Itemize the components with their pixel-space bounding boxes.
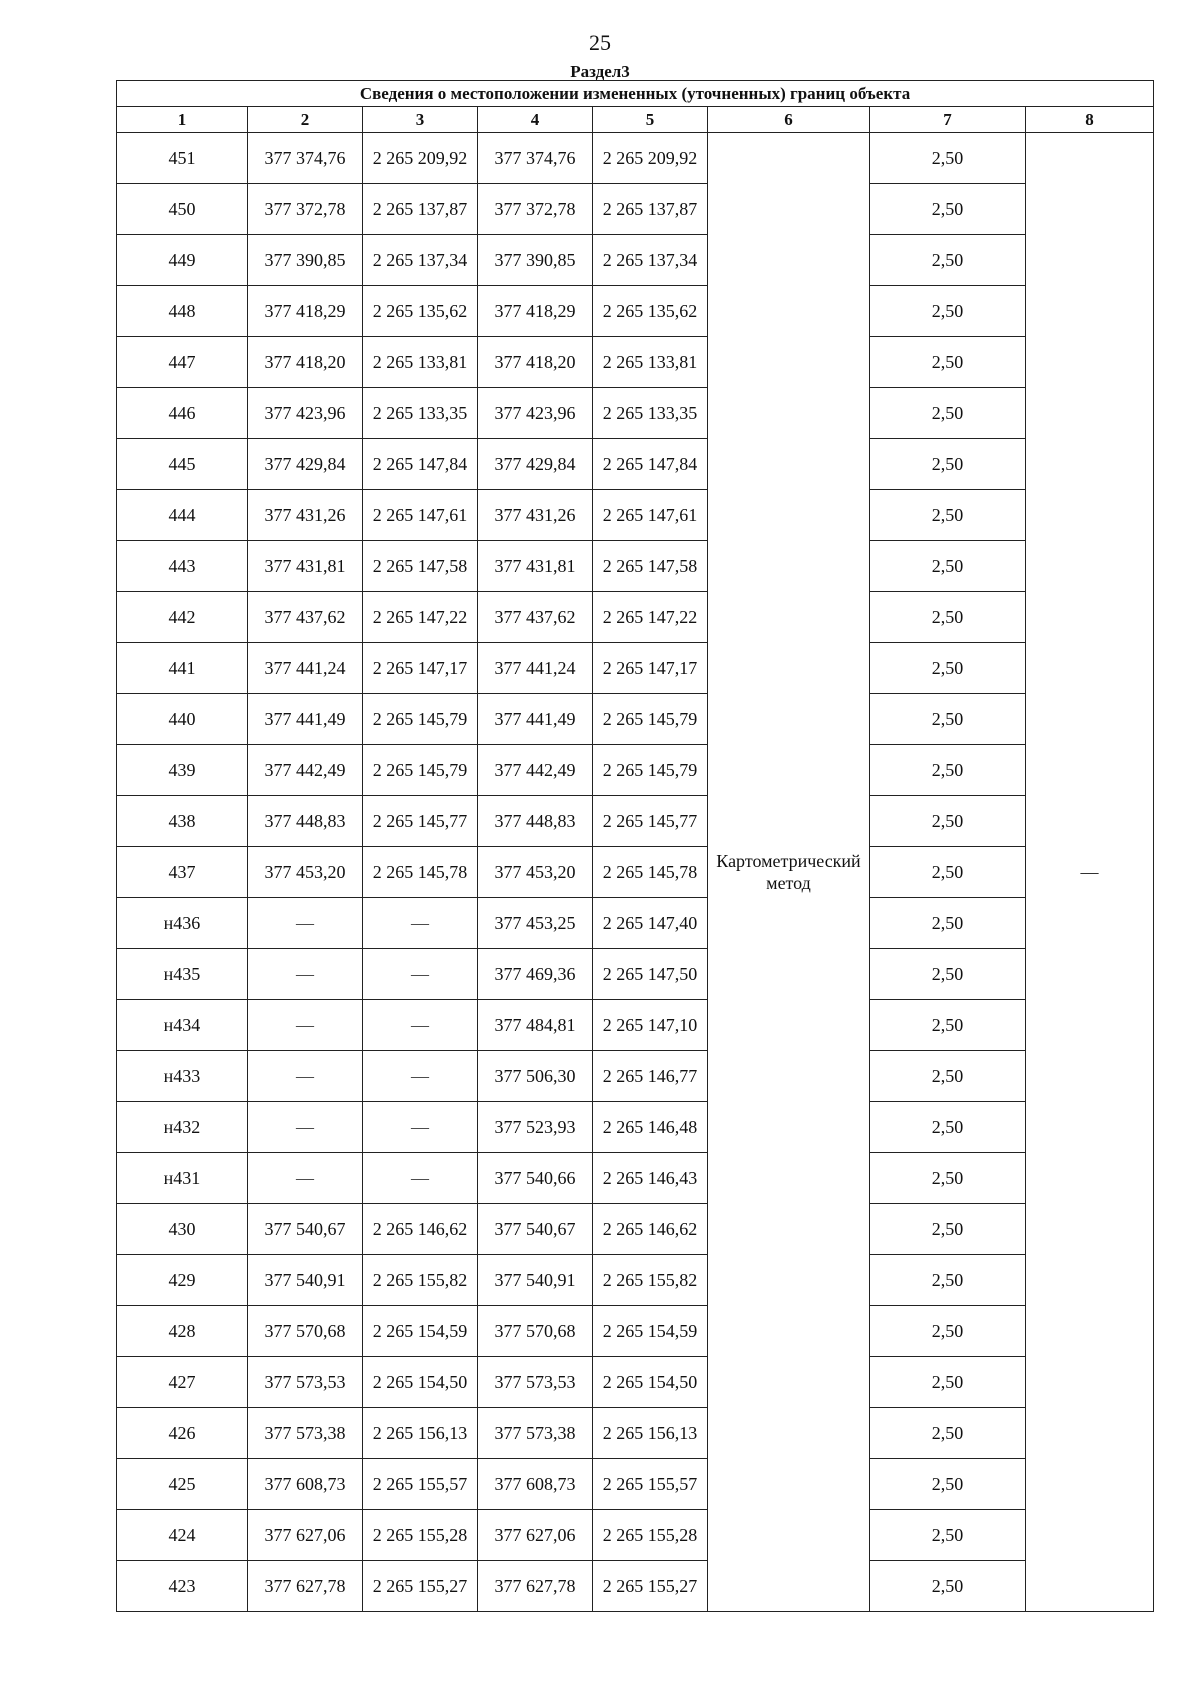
y-old-cell: 2 265 147,17 <box>363 643 478 694</box>
column-number-1: 1 <box>117 107 248 133</box>
point-number-cell: 450 <box>117 184 248 235</box>
y-old-cell: — <box>363 1000 478 1051</box>
accuracy-cell: 2,50 <box>870 388 1026 439</box>
x-new-cell: 377 431,26 <box>478 490 593 541</box>
y-old-cell: 2 265 146,62 <box>363 1204 478 1255</box>
x-new-cell: 377 469,36 <box>478 949 593 1000</box>
x-new-cell: 377 429,84 <box>478 439 593 490</box>
y-new-cell: 2 265 147,40 <box>593 898 708 949</box>
x-old-cell: 377 540,91 <box>248 1255 363 1306</box>
accuracy-cell: 2,50 <box>870 235 1026 286</box>
y-old-cell: — <box>363 1102 478 1153</box>
table-row <box>117 388 1154 439</box>
table-row <box>117 745 1154 796</box>
x-old-cell: 377 442,49 <box>248 745 363 796</box>
x-new-cell: 377 441,49 <box>478 694 593 745</box>
x-new-cell: 377 442,49 <box>478 745 593 796</box>
y-old-cell: 2 265 156,13 <box>363 1408 478 1459</box>
point-number-cell: 442 <box>117 592 248 643</box>
y-new-cell: 2 265 154,59 <box>593 1306 708 1357</box>
point-number-cell: 451 <box>117 133 248 184</box>
boundary-coordinates-table <box>116 80 1154 1612</box>
point-number-cell: 437 <box>117 847 248 898</box>
x-new-cell: 377 423,96 <box>478 388 593 439</box>
point-number-cell: 424 <box>117 1510 248 1561</box>
y-new-cell: 2 265 146,77 <box>593 1051 708 1102</box>
x-new-cell: 377 627,06 <box>478 1510 593 1561</box>
x-old-cell: 377 441,24 <box>248 643 363 694</box>
x-old-cell: 377 431,81 <box>248 541 363 592</box>
accuracy-cell: 2,50 <box>870 949 1026 1000</box>
y-old-cell: 2 265 133,35 <box>363 388 478 439</box>
point-number-cell: 448 <box>117 286 248 337</box>
y-new-cell: 2 265 133,81 <box>593 337 708 388</box>
table-row <box>117 1102 1154 1153</box>
x-old-cell: 377 374,76 <box>248 133 363 184</box>
accuracy-cell: 2,50 <box>870 1204 1026 1255</box>
column-number-5: 5 <box>593 107 708 133</box>
y-new-cell: 2 265 147,50 <box>593 949 708 1000</box>
y-old-cell: — <box>363 898 478 949</box>
table-row <box>117 949 1154 1000</box>
y-new-cell: 2 265 155,82 <box>593 1255 708 1306</box>
y-new-cell: 2 265 147,17 <box>593 643 708 694</box>
section-title: Раздел3 <box>570 62 630 81</box>
accuracy-cell: 2,50 <box>870 1153 1026 1204</box>
x-old-cell: 377 429,84 <box>248 439 363 490</box>
table-row <box>117 286 1154 337</box>
y-new-cell: 2 265 147,84 <box>593 439 708 490</box>
x-new-cell: 377 570,68 <box>478 1306 593 1357</box>
x-old-cell: 377 570,68 <box>248 1306 363 1357</box>
x-old-cell: — <box>248 1153 363 1204</box>
table-row <box>117 1204 1154 1255</box>
accuracy-cell: 2,50 <box>870 1102 1026 1153</box>
y-new-cell: 2 265 147,61 <box>593 490 708 541</box>
point-number-cell: н434 <box>117 1000 248 1051</box>
x-old-cell: 377 453,20 <box>248 847 363 898</box>
accuracy-cell: 2,50 <box>870 439 1026 490</box>
accuracy-cell: 2,50 <box>870 1357 1026 1408</box>
accuracy-cell: 2,50 <box>870 592 1026 643</box>
x-old-cell: 377 627,78 <box>248 1561 363 1612</box>
x-old-cell: 377 627,06 <box>248 1510 363 1561</box>
x-new-cell: 377 506,30 <box>478 1051 593 1102</box>
y-old-cell: 2 265 155,82 <box>363 1255 478 1306</box>
accuracy-cell: 2,50 <box>870 541 1026 592</box>
point-number-cell: 423 <box>117 1561 248 1612</box>
x-old-cell: 377 418,29 <box>248 286 363 337</box>
table-row <box>117 541 1154 592</box>
table-row <box>117 592 1154 643</box>
table-row <box>117 643 1154 694</box>
point-number-cell: 430 <box>117 1204 248 1255</box>
y-new-cell: 2 265 133,35 <box>593 388 708 439</box>
y-new-cell: 2 265 146,48 <box>593 1102 708 1153</box>
y-new-cell: 2 265 137,87 <box>593 184 708 235</box>
y-new-cell: 2 265 147,58 <box>593 541 708 592</box>
column-number-4: 4 <box>478 107 593 133</box>
table-row <box>117 1357 1154 1408</box>
accuracy-cell: 2,50 <box>870 1408 1026 1459</box>
x-old-cell: 377 608,73 <box>248 1459 363 1510</box>
x-new-cell: 377 540,67 <box>478 1204 593 1255</box>
x-new-cell: 377 448,83 <box>478 796 593 847</box>
column-number-row <box>117 107 1154 133</box>
y-old-cell: 2 265 137,34 <box>363 235 478 286</box>
y-old-cell: 2 265 154,59 <box>363 1306 478 1357</box>
table-row <box>117 1000 1154 1051</box>
point-number-cell: 439 <box>117 745 248 796</box>
x-new-cell: 377 453,25 <box>478 898 593 949</box>
point-number-cell: 449 <box>117 235 248 286</box>
y-new-cell: 2 265 145,77 <box>593 796 708 847</box>
point-number-cell: 443 <box>117 541 248 592</box>
point-number-cell: 426 <box>117 1408 248 1459</box>
x-new-cell: 377 418,20 <box>478 337 593 388</box>
accuracy-cell: 2,50 <box>870 796 1026 847</box>
x-new-cell: 377 372,78 <box>478 184 593 235</box>
point-number-cell: 429 <box>117 1255 248 1306</box>
x-old-cell: 377 418,20 <box>248 337 363 388</box>
y-new-cell: 2 265 147,10 <box>593 1000 708 1051</box>
x-old-cell: 377 372,78 <box>248 184 363 235</box>
x-old-cell: 377 437,62 <box>248 592 363 643</box>
accuracy-cell: 2,50 <box>870 1051 1026 1102</box>
y-new-cell: 2 265 135,62 <box>593 286 708 337</box>
table-row <box>117 694 1154 745</box>
accuracy-cell: 2,50 <box>870 1561 1026 1612</box>
column-8-cell: — <box>1026 133 1154 1612</box>
point-number-cell: 446 <box>117 388 248 439</box>
y-old-cell: — <box>363 1153 478 1204</box>
x-old-cell: 377 573,53 <box>248 1357 363 1408</box>
y-new-cell: 2 265 209,92 <box>593 133 708 184</box>
x-new-cell: 377 390,85 <box>478 235 593 286</box>
point-number-cell: н436 <box>117 898 248 949</box>
y-old-cell: 2 265 145,78 <box>363 847 478 898</box>
column-number-2: 2 <box>248 107 363 133</box>
y-new-cell: 2 265 145,79 <box>593 745 708 796</box>
column-number-7: 7 <box>870 107 1026 133</box>
table-row <box>117 235 1154 286</box>
point-number-cell: 440 <box>117 694 248 745</box>
x-old-cell: 377 441,49 <box>248 694 363 745</box>
accuracy-cell: 2,50 <box>870 1000 1026 1051</box>
x-old-cell: 377 390,85 <box>248 235 363 286</box>
y-old-cell: — <box>363 1051 478 1102</box>
accuracy-cell: 2,50 <box>870 490 1026 541</box>
table-row <box>117 337 1154 388</box>
point-number-cell: 428 <box>117 1306 248 1357</box>
table-row <box>117 1510 1154 1561</box>
table-row <box>117 1306 1154 1357</box>
page-number: 25 <box>589 30 611 55</box>
y-new-cell: 2 265 145,78 <box>593 847 708 898</box>
x-old-cell: — <box>248 1051 363 1102</box>
x-old-cell: 377 573,38 <box>248 1408 363 1459</box>
x-old-cell: — <box>248 1102 363 1153</box>
x-new-cell: 377 374,76 <box>478 133 593 184</box>
x-new-cell: 377 608,73 <box>478 1459 593 1510</box>
column-number-6: 6 <box>708 107 870 133</box>
table-row <box>117 1561 1154 1612</box>
y-old-cell: 2 265 209,92 <box>363 133 478 184</box>
accuracy-cell: 2,50 <box>870 286 1026 337</box>
point-number-cell: н431 <box>117 1153 248 1204</box>
x-new-cell: 377 418,29 <box>478 286 593 337</box>
y-old-cell: 2 265 135,62 <box>363 286 478 337</box>
y-old-cell: 2 265 155,27 <box>363 1561 478 1612</box>
accuracy-cell: 2,50 <box>870 694 1026 745</box>
y-new-cell: 2 265 155,28 <box>593 1510 708 1561</box>
table-row <box>117 1051 1154 1102</box>
y-old-cell: 2 265 147,22 <box>363 592 478 643</box>
point-number-cell: н435 <box>117 949 248 1000</box>
x-new-cell: 377 437,62 <box>478 592 593 643</box>
point-number-cell: 438 <box>117 796 248 847</box>
y-new-cell: 2 265 155,27 <box>593 1561 708 1612</box>
accuracy-cell: 2,50 <box>870 898 1026 949</box>
method-cell: Картометрический метод <box>708 133 870 1612</box>
accuracy-cell: 2,50 <box>870 1255 1026 1306</box>
y-new-cell: 2 265 154,50 <box>593 1357 708 1408</box>
x-new-cell: 377 573,38 <box>478 1408 593 1459</box>
accuracy-cell: 2,50 <box>870 337 1026 388</box>
y-old-cell: 2 265 147,61 <box>363 490 478 541</box>
table-row <box>117 439 1154 490</box>
x-old-cell: — <box>248 949 363 1000</box>
y-old-cell: 2 265 147,84 <box>363 439 478 490</box>
y-new-cell: 2 265 146,43 <box>593 1153 708 1204</box>
point-number-cell: 427 <box>117 1357 248 1408</box>
accuracy-cell: 2,50 <box>870 847 1026 898</box>
y-new-cell: 2 265 156,13 <box>593 1408 708 1459</box>
y-new-cell: 2 265 137,34 <box>593 235 708 286</box>
table-caption: Сведения о местоположении измененных (уточненных) границ объекта <box>117 81 1154 107</box>
point-number-cell: 425 <box>117 1459 248 1510</box>
y-old-cell: 2 265 145,79 <box>363 745 478 796</box>
y-new-cell: 2 265 155,57 <box>593 1459 708 1510</box>
accuracy-cell: 2,50 <box>870 1459 1026 1510</box>
table-row <box>117 1153 1154 1204</box>
column-number-3: 3 <box>363 107 478 133</box>
x-new-cell: 377 453,20 <box>478 847 593 898</box>
x-new-cell: 377 540,66 <box>478 1153 593 1204</box>
y-new-cell: 2 265 146,62 <box>593 1204 708 1255</box>
table-row <box>117 1255 1154 1306</box>
x-new-cell: 377 540,91 <box>478 1255 593 1306</box>
x-new-cell: 377 431,81 <box>478 541 593 592</box>
column-number-8: 8 <box>1026 107 1154 133</box>
y-old-cell: 2 265 145,77 <box>363 796 478 847</box>
accuracy-cell: 2,50 <box>870 1306 1026 1357</box>
point-number-cell: 445 <box>117 439 248 490</box>
x-old-cell: 377 423,96 <box>248 388 363 439</box>
y-old-cell: 2 265 154,50 <box>363 1357 478 1408</box>
x-old-cell: — <box>248 1000 363 1051</box>
y-old-cell: 2 265 155,57 <box>363 1459 478 1510</box>
y-old-cell: 2 265 155,28 <box>363 1510 478 1561</box>
table-body <box>117 133 1154 1612</box>
accuracy-cell: 2,50 <box>870 643 1026 694</box>
table-row <box>117 184 1154 235</box>
x-old-cell: — <box>248 898 363 949</box>
y-old-cell: — <box>363 949 478 1000</box>
x-new-cell: 377 523,93 <box>478 1102 593 1153</box>
point-number-cell: 447 <box>117 337 248 388</box>
table-row <box>117 898 1154 949</box>
table-row <box>117 1459 1154 1510</box>
y-old-cell: 2 265 133,81 <box>363 337 478 388</box>
point-number-cell: 441 <box>117 643 248 694</box>
accuracy-cell: 2,50 <box>870 745 1026 796</box>
accuracy-cell: 2,50 <box>870 184 1026 235</box>
accuracy-cell: 2,50 <box>870 133 1026 184</box>
table-row <box>117 490 1154 541</box>
y-new-cell: 2 265 147,22 <box>593 592 708 643</box>
x-new-cell: 377 627,78 <box>478 1561 593 1612</box>
table-row <box>117 133 1154 184</box>
point-number-cell: н433 <box>117 1051 248 1102</box>
point-number-cell: 444 <box>117 490 248 541</box>
x-old-cell: 377 448,83 <box>248 796 363 847</box>
y-old-cell: 2 265 147,58 <box>363 541 478 592</box>
x-new-cell: 377 573,53 <box>478 1357 593 1408</box>
y-old-cell: 2 265 145,79 <box>363 694 478 745</box>
table-row <box>117 847 1154 898</box>
table-row <box>117 1408 1154 1459</box>
accuracy-cell: 2,50 <box>870 1510 1026 1561</box>
table-row <box>117 796 1154 847</box>
y-old-cell: 2 265 137,87 <box>363 184 478 235</box>
x-new-cell: 377 441,24 <box>478 643 593 694</box>
x-new-cell: 377 484,81 <box>478 1000 593 1051</box>
point-number-cell: н432 <box>117 1102 248 1153</box>
x-old-cell: 377 431,26 <box>248 490 363 541</box>
y-new-cell: 2 265 145,79 <box>593 694 708 745</box>
x-old-cell: 377 540,67 <box>248 1204 363 1255</box>
